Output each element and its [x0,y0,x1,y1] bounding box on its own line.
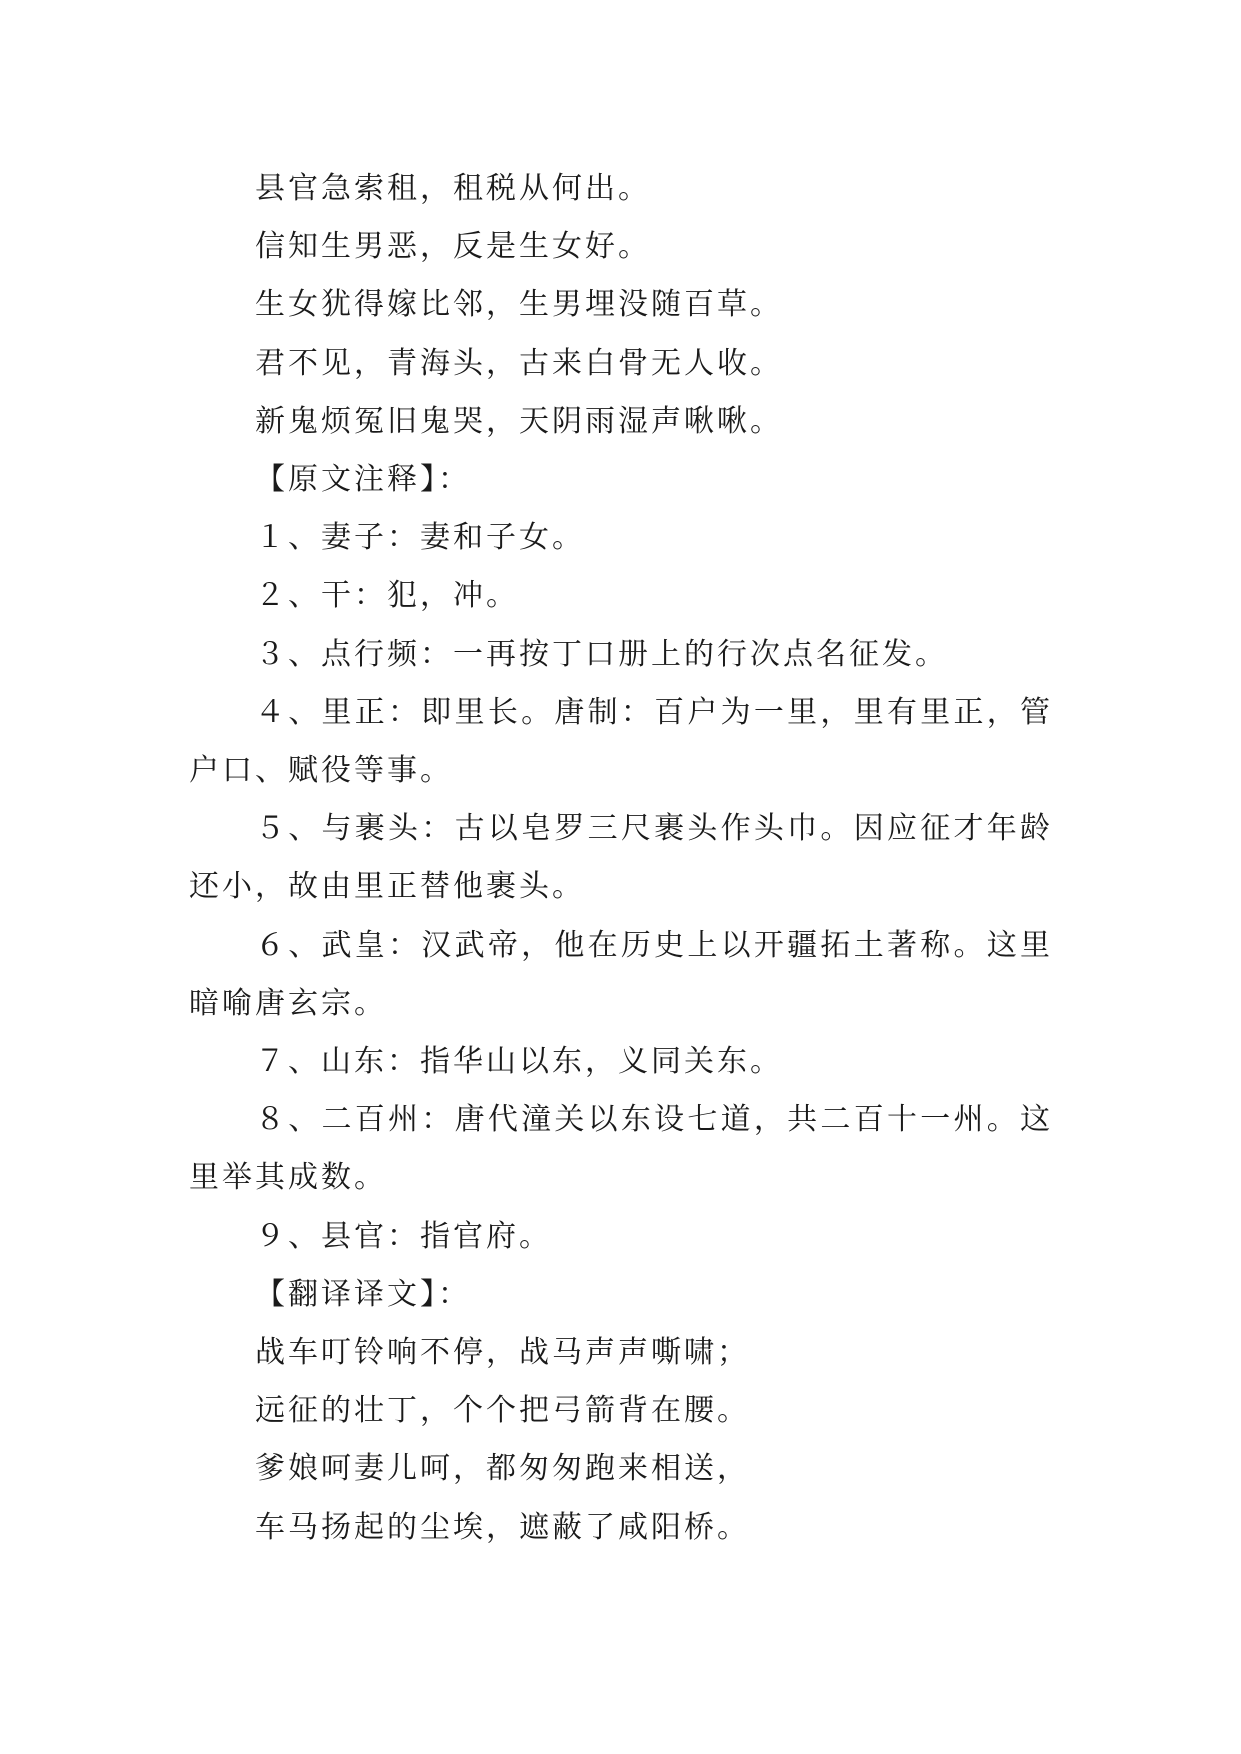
note-item: ４、里正：即里长。唐制：百户为一里，里有里正，管户口、赋役等事。 [189,694,1053,789]
translation-line: 车马扬起的尘埃，遮蔽了咸阳桥。 [255,1509,750,1545]
note-item: ３、点行频：一再按丁口册上的行次点名征发。 [255,636,948,672]
note-item: ２、干：犯，冲。 [255,578,519,614]
note-item: ８、二百州：唐代潼关以东设七道，共二百十一州。这里举其成数。 [189,1102,1053,1196]
poem-line: 新鬼烦冤旧鬼哭，天阴雨湿声啾啾。 [255,403,783,439]
translation-line: 爹娘呵妻儿呵，都匆匆跑来相送， [255,1451,750,1487]
note-item: ５、与裹头：古以皂罗三尺裹头作头巾。因应征才年龄还小，故由里正替他裹头。 [189,811,1053,905]
translation-line: 远征的壮丁，个个把弓箭背在腰。 [255,1393,750,1429]
poem-line: 君不见，青海头，古来白骨无人收。 [255,345,783,381]
note-item: １、妻子：妻和子女。 [255,520,585,556]
translation-heading: 【翻译译文】： [255,1276,471,1312]
note-item: ７、山东：指华山以东，义同关东。 [255,1044,783,1080]
translation-line: 战车叮铃响不停，战马声声嘶啸； [255,1335,750,1371]
poem-line: 生女犹得嫁比邻，生男埋没随百草。 [255,287,783,323]
note-item: ６、武皇：汉武帝，他在历史上以开疆拓土著称。这里暗喻唐玄宗。 [189,927,1053,1021]
notes-heading: 【原文注释】： [255,462,471,498]
poem-line: 信知生男恶，反是生女好。 [255,229,651,265]
poem-line: 县官急索租，租税从何出。 [255,171,651,206]
note-item: ９、县官：指官府。 [255,1218,552,1254]
document-body [189,160,1053,1557]
